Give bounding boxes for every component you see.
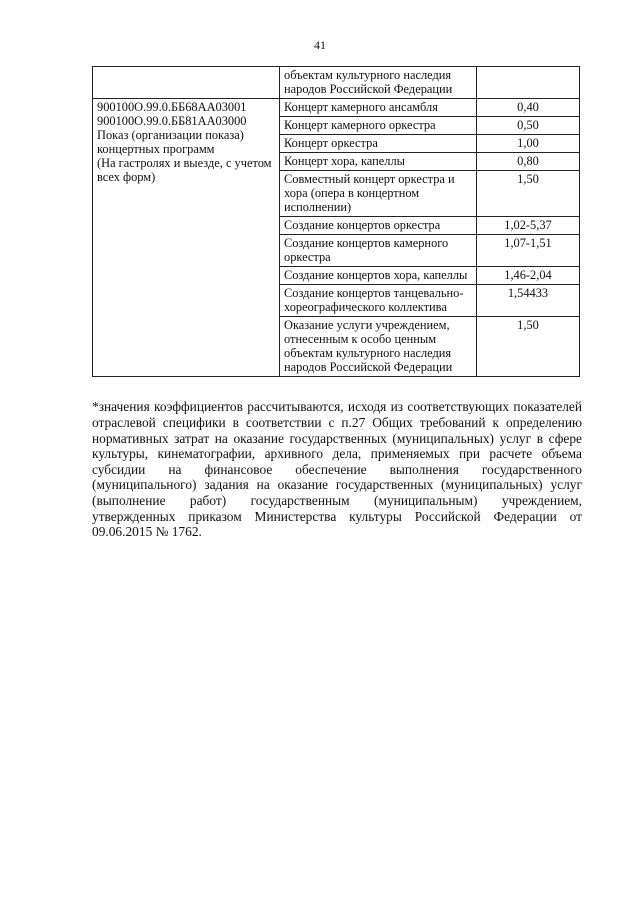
page-number: 41	[314, 38, 326, 52]
value-cell: 1,50	[477, 317, 580, 377]
value-cell: 1,54433	[477, 285, 580, 317]
service-cell	[93, 67, 280, 99]
table-row	[93, 67, 580, 99]
indicator-cell: Создание концертов камерного оркестра	[280, 235, 477, 267]
value-cell: 1,07-1,51	[477, 235, 580, 267]
value-cell: 0,50	[477, 117, 580, 135]
indicator-cell: объектам культурного наследия народов Российской Федерации	[280, 67, 477, 99]
indicator-cell: Концерт оркестра	[280, 135, 477, 153]
value-cell	[477, 67, 580, 99]
indicator-cell: Создание концертов танцевально-хореографического коллектива	[280, 285, 477, 317]
value-cell: 1,46-2,04	[477, 267, 580, 285]
footnote: *значения коэффициентов рассчитываются, исходя из соответствующих показателей отраслевой специфики в соответствии с п.27 Общих требований к определению нормативных затрат на оказание государственных (муниципальных) услуг в сфере культуры, кинематографии, архивного дела, применяемых при расчете объема субсидии на финансовое обеспечение выполнения государственного (муниципального) задания на оказание государственных (муниципальных) услуг (выполнение работ) государственным (муниципальным) учреждением, утвержденных приказом Министерства культуры Российской Федерации от 09.06.2015 № 1762.	[92, 399, 582, 540]
indicator-cell: Концерт хора, капеллы	[280, 153, 477, 171]
service-note: (На гастролях и выезде, с учетом всех форм)	[97, 156, 272, 184]
service-group-cell	[93, 99, 280, 377]
value-cell: 0,80	[477, 153, 580, 171]
value-cell: 1,50	[477, 171, 580, 217]
service-code: 900100О.99.0.ББ81АА03000	[97, 114, 247, 128]
service-code: 900100О.99.0.ББ68АА03001	[97, 100, 247, 114]
value-cell: 1,00	[477, 135, 580, 153]
coefficients-table	[92, 66, 580, 377]
service-name: Показ (организации показа) концертных программ	[97, 128, 244, 156]
indicator-cell: Совместный концерт оркестра и хора (опера в концертном исполнении)	[280, 171, 477, 217]
table-row	[93, 99, 580, 117]
indicator-cell: Концерт камерного оркестра	[280, 117, 477, 135]
value-cell: 1,02-5,37	[477, 217, 580, 235]
indicator-cell: Создание концертов хора, капеллы	[280, 267, 477, 285]
value-cell: 0,40	[477, 99, 580, 117]
indicator-cell: Создание концертов оркестра	[280, 217, 477, 235]
indicator-cell: Концерт камерного ансамбля	[280, 99, 477, 117]
indicator-cell: Оказание услуги учреждением, отнесенным к особо ценным объектам культурного наследия народов Российской Федерации	[280, 317, 477, 377]
